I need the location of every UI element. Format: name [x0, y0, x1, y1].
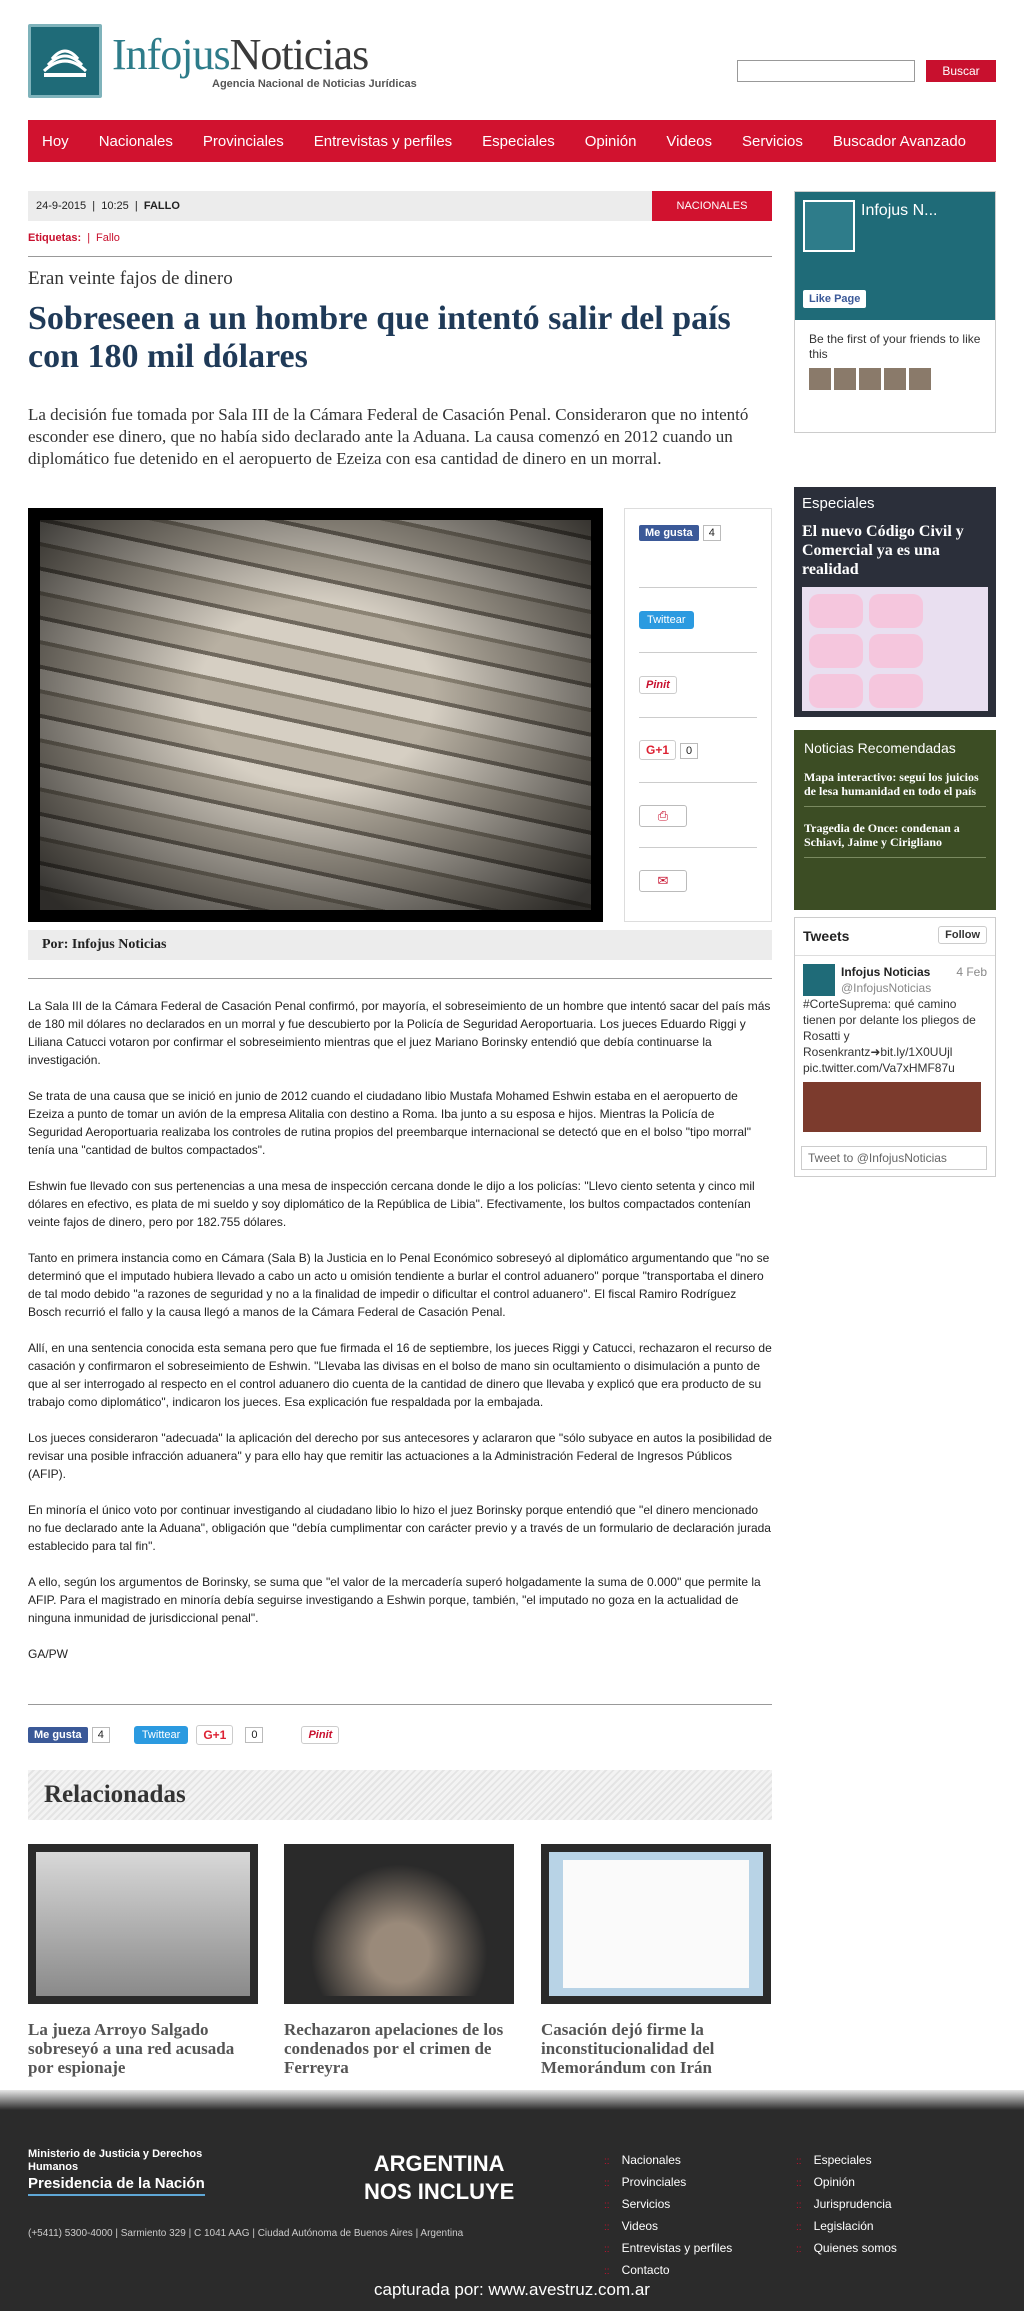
bottom-share	[28, 1725, 347, 1745]
related-image[interactable]	[28, 1844, 258, 2004]
search-input[interactable]	[737, 60, 915, 82]
related-heading: Relacionadas	[28, 1770, 772, 1820]
tweets-heading: Tweets	[803, 928, 850, 944]
tags: Etiquetas: | Fallo	[28, 232, 120, 244]
fb-faces	[795, 362, 995, 396]
logo-name2: Noticias	[229, 29, 369, 79]
footer-link[interactable]: :: Entrevistas y perfiles	[604, 2241, 733, 2255]
nav-buscador[interactable]: Buscador Avanzado	[832, 132, 967, 150]
footer-link[interactable]: :: Videos	[604, 2219, 659, 2233]
paragraph: Tanto en primera instancia como en Cámara (Sala B) la Justicia en lo Penal Económico sobreseyó al diplomático argumentando que "no se determinó que el imputado hubiera llevado a cabo un acto u omisión tendiente a burlar el control aduanero" porque "transportaba el dinero de tal modo debido "a razones de seguridad y no a la finalidad de impedir o dificultar el control aduanero". El fiscal Ramiro Rodríguez Bosch recurrió el fallo y la causa llegó a manos de la Cámara Federal de Casación Penal.	[28, 1251, 770, 1319]
paragraph: GA/PW	[28, 1647, 69, 1661]
main-nav	[28, 120, 996, 162]
arg-line1: ARGENTINA	[373, 2151, 505, 2176]
footer-link[interactable]: :: Nacionales	[604, 2153, 681, 2167]
like-count-bottom: 4	[92, 1727, 110, 1743]
facebook-like-button-bottom[interactable]: Me gusta	[28, 1727, 88, 1743]
related-title[interactable]: Rechazaron apelaciones de los condenados por el crimen de Ferreyra	[284, 2020, 504, 2077]
paragraph: Los jueces consideraron "adecuada" la aplicación del derecho por sus antecesores y aclararon que "sólo subyace en autos la posibilidad de revisar una posible infracción aduanera" y para ello hay que remitir las actuaciones a la Administración Federal de Ingresos Públicos (AFIP).	[28, 1431, 772, 1481]
footer-col-2	[796, 2150, 897, 2260]
nav-videos[interactable]: Videos	[666, 132, 713, 150]
fb-like-page-button[interactable]: Like Page	[803, 290, 866, 308]
tweets-widget	[794, 917, 996, 1177]
footer-link[interactable]: :: Quienes somos	[796, 2241, 897, 2255]
article-meta: 24-9-2015 | 10:25 | FALLO	[28, 191, 772, 221]
nav-hoy[interactable]: Hoy	[42, 132, 69, 150]
article-title: Sobreseen a un hombre que intentó salir del país con 180 mil dólares	[28, 300, 731, 375]
recommended-item[interactable]: Tragedia de Once: condenan a Schiavi, Jaime y Cirigliano	[804, 821, 986, 858]
fb-text: Be the first of your friends to like this	[809, 332, 981, 361]
tags-label: Etiquetas:	[28, 232, 82, 244]
print-icon[interactable]: ⎙	[639, 805, 687, 827]
capture-credit: capturada por: www.avestruz.com.ar	[374, 2280, 650, 2299]
footer-col-1	[604, 2150, 732, 2282]
nav-servicios[interactable]: Servicios	[742, 132, 803, 150]
paragraph: La Sala III de la Cámara Federal de Casación Penal confirmó, por mayoría, el sobreseimiento de un hombre que intentó sacar del país más de 180 mil dólares no declarados en un morral y fue descubierto por la Policía de Seguridad Aeroportuaria. Los jueces Eduardo Riggi y Liliana Catucci votaron por confirmar el sobreseimiento mientras que el juez Mariano Borinsky entendió que debía continuarse la investigación.	[28, 999, 771, 1067]
share-panel	[624, 508, 772, 922]
like-count: 4	[703, 525, 721, 541]
footer-link[interactable]: :: Contacto	[604, 2263, 670, 2277]
related-title[interactable]: La jueza Arroyo Salgado sobreseyó a una red acusada por espionaje	[28, 2020, 235, 2077]
fb-page-icon	[803, 200, 855, 252]
article-photo	[28, 508, 603, 922]
tweet-button[interactable]: Twittear	[639, 611, 694, 629]
especiales-box[interactable]	[794, 487, 996, 717]
footer-link[interactable]: :: Opinión	[796, 2175, 855, 2189]
logo-name: Infojus	[112, 29, 230, 79]
nav-provinciales[interactable]: Provinciales	[202, 132, 284, 150]
tweet-avatar[interactable]	[803, 964, 835, 996]
paragraph: Eshwin fue llevado con sus pertenencias a una mesa de inspección cercana donde le dijo a los policías: "Llevo ciento setenta y cinco mil dólares en efectivo, es plata de mi sueldo y soy diplomático de la República de Libia". Efectivamente, los bultos compactados contenían veinte fajos de dinero, pero por 182.755 dólares.	[28, 1179, 755, 1229]
footer-link[interactable]: :: Jurisprudencia	[796, 2197, 892, 2211]
tweet-text: #CorteSuprema: qué camino tienen por delante los pliegos de Rosatti y Rosenkrantz➜bit.ly/1X0UUjl pic.twitter.com/Va7xHMF87u	[803, 997, 976, 1075]
tweet-input[interactable]: Tweet to @InfojusNoticias	[801, 1146, 987, 1170]
recommended-heading: Noticias Recomendadas	[804, 740, 956, 756]
footer-link[interactable]: :: Legislación	[796, 2219, 874, 2233]
tweet-date: 4 Feb	[956, 965, 987, 979]
article-time: 10:25	[101, 200, 129, 212]
footer-link[interactable]: :: Servicios	[604, 2197, 671, 2211]
presidency-name: Presidencia de la Nación	[28, 2175, 205, 2196]
facebook-like-button[interactable]: Me gusta	[639, 525, 699, 541]
argentina-logo	[364, 2150, 514, 2206]
article-section: FALLO	[143, 200, 180, 212]
tag-link[interactable]: Fallo	[96, 232, 120, 244]
byline: Por: Infojus Noticias	[28, 930, 772, 960]
recommended-box	[794, 730, 996, 910]
ministry-name: Ministerio de Justicia y Derechos Humanos	[28, 2148, 203, 2173]
article-date: 24-9-2015	[36, 200, 87, 212]
footer-link[interactable]: :: Provinciales	[604, 2175, 687, 2189]
related-card[interactable]	[28, 1844, 258, 2077]
article-lead: La decisión fue tomada por Sala III de la Cámara Federal de Casación Penal. Consideraron que no intentó esconder ese dinero, que no había sido declarado ante la Aduana. La causa comenzó en 2012 cuando un diplomático fue detenido en el aeropuerto de Ezeiza con esa cantidad de dinero en un morral.	[28, 405, 749, 468]
tweet-image[interactable]	[803, 1082, 981, 1132]
gplus-button-bottom[interactable]: G+1	[196, 1725, 233, 1745]
follow-button[interactable]: Follow	[938, 926, 987, 944]
site-logo[interactable]	[28, 24, 417, 98]
tweet-button-bottom[interactable]: Twittear	[134, 1726, 189, 1744]
paragraph: Se trata de una causa que se inició en junio de 2012 cuando el ciudadano libio Mustafa Mohamed Eshwin estaba en el aeropuerto de Ezeiza a punto de tomar un avión de la empresa Alitalia con destino a Roma. Iba junto a su esposa e hijos. Mientras la Policía de Seguridad Aeroportuaria realizaba los controles de rutina propios del preembarque internacional se detectó que en el bolso "tipo morral" tenía una "cantidad de bultos compactados".	[28, 1089, 751, 1157]
footer-link[interactable]: :: Especiales	[796, 2153, 872, 2167]
nav-opinion[interactable]: Opinión	[584, 132, 637, 150]
tweet-user[interactable]: Infojus Noticias	[841, 965, 931, 979]
related-image[interactable]	[284, 1844, 514, 2004]
especiales-title[interactable]: El nuevo Código Civil y Comercial ya es una realidad	[802, 523, 964, 578]
gplus-count: 0	[680, 743, 698, 759]
facebook-widget	[794, 191, 996, 433]
especiales-heading: Especiales	[802, 495, 875, 512]
footer-address: (+5411) 5300-4000 | Sarmiento 329 | C 1041 AAG | Ciudad Autónoma de Buenos Aires | Argentina	[28, 2228, 464, 2239]
fb-page-name[interactable]: Infojus N...	[861, 202, 938, 219]
search-button[interactable]: Buscar	[926, 60, 996, 82]
especiales-image[interactable]	[802, 587, 988, 711]
pinit-button-bottom[interactable]: Pinit	[301, 1726, 339, 1744]
logo-subtitle: Agencia Nacional de Noticias Jurídicas	[212, 77, 417, 90]
paragraph: En minoría el único voto por continuar investigando al ciudadano libio lo hizo el juez Borinsky porque entendió que "el dinero mencionado no fue declarado ante la Aduana", obligación que "debía cumplimentar con carácter previo y a través de un formulario de declaración jurada establecido para tal fin".	[28, 1503, 771, 1553]
nav-especiales[interactable]: Especiales	[482, 132, 555, 150]
nav-nacionales[interactable]: Nacionales	[98, 132, 173, 150]
arg-line2: NOS INCLUYE	[364, 2179, 515, 2204]
recommended-item[interactable]: Mapa interactivo: seguí los juicios de lesa humanidad en todo el país	[804, 770, 986, 807]
related-image[interactable]	[541, 1844, 771, 2004]
related-card[interactable]	[541, 1844, 771, 2077]
logo-book-icon	[28, 24, 102, 98]
category-badge[interactable]: NACIONALES	[652, 191, 772, 221]
email-icon[interactable]: ✉	[639, 870, 687, 892]
article-kicker: Eran veinte fajos de dinero	[28, 268, 233, 289]
gplus-button[interactable]: G+1	[639, 740, 676, 760]
nav-entrevistas[interactable]: Entrevistas y perfiles	[313, 132, 453, 150]
paragraph: A ello, según los argumentos de Borinsky, se suma que "el valor de la mercadería superó holgadamente la suma de 0.000" que permite la AFIP. Para el magistrado en minoría debía seguirse investigando a Eshwin porque, también, "el imputado no goza en la actualidad de ninguna inmunidad de jurisdiccional penal".	[28, 1575, 761, 1625]
article-body	[28, 997, 772, 1681]
tweet-handle: @InfojusNoticias	[841, 981, 932, 995]
related-title[interactable]: Casación dejó firme la inconstitucionalidad del Memorándum con Irán	[541, 2020, 715, 2077]
related-card[interactable]	[284, 1844, 514, 2077]
pinit-button[interactable]: Pinit	[639, 676, 677, 694]
paragraph: Allí, en una sentencia conocida esta semana pero que fue firmada el 16 de septiembre, los jueces Riggi y Catucci, rechazaron el recurso de casación y confirmaron el sobreseimiento de Eshwin. "Llevaba las divisas en el bolso de mano sin ocultamiento o disimulación a punto de que al ser interrogado al respecto en el control aduanero dio cuenta de la cantidad de dinero que llevaba y explicó que era producto de su trabajo como diplomático", indicaron los jueces. Esa explicación fue respaldada por la embajada.	[28, 1341, 772, 1409]
gplus-count-bottom: 0	[245, 1727, 263, 1743]
